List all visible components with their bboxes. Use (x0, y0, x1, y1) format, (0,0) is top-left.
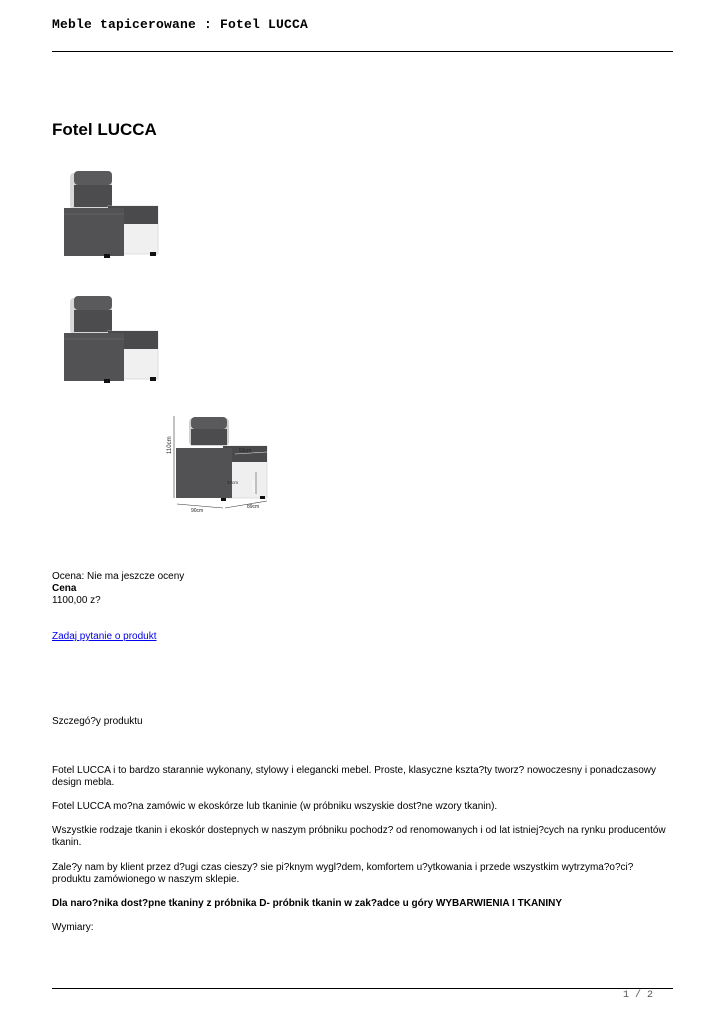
fabric-availability-note: Dla naro?nika dost?pne tkaniny z próbnika D- próbnik tkanin w zak?adce u góry WYBARWIENIA I TKANINY (52, 898, 563, 909)
description-paragraph: Fotel LUCCA i to bardzo starannie wykonany, stylowy i elegancki mebel. Proste, klasyczne kszta?ty tworz? nowoczesny i ponadczasowy design mebla. (52, 765, 656, 788)
document-header-title: Meble tapicerowane : Fotel LUCCA (52, 17, 309, 32)
product-rating: Ocena: Nie ma jeszcze oceny (52, 571, 185, 582)
header-divider (52, 51, 673, 52)
description-paragraph: Zale?y nam by klient przez d?ugi czas cieszy? sie pi?knym wygl?dem, komfortem u?ytkowania i przede wszystkim wytrzyma?o?ci? produktu zamówionego w naszym sklepie. (52, 862, 634, 885)
dimension-seat-height-label: 42cm (251, 480, 256, 492)
price-label: Cena (52, 583, 77, 594)
dimension-depth-label: 90cm (191, 508, 204, 514)
page-number: 1 / 2 (623, 990, 654, 1001)
dimension-width-label: 89cm (247, 504, 260, 510)
dimension-seat-depth-label: 53cm (239, 448, 252, 454)
page-title: Fotel LUCCA (52, 120, 157, 139)
description-paragraph: Wszystkie rodzaje tkanin i ekoskór dostepnych w naszym próbniku pochodz? od renomowanych i od lat istniej?cych na rynku producentów tkanin. (52, 825, 666, 848)
footer-divider (52, 988, 673, 989)
dimensions-label: Wymiary: (52, 922, 94, 933)
ask-question-link[interactable]: Zadaj pytanie o produkt (52, 631, 157, 642)
product-image-1 (58, 166, 162, 260)
dimension-height-label: 110cm (167, 436, 173, 454)
product-dimensions-image (163, 410, 275, 516)
armchair-photo-icon (64, 296, 158, 383)
price-value: 1100,00 z? (52, 595, 101, 606)
armchair-dimensions-icon (167, 416, 267, 514)
dimension-armrest-label: 17cm (227, 480, 239, 485)
product-image-2 (58, 291, 162, 385)
description-paragraph: Fotel LUCCA mo?na zamówic w ekoskórze lub tkaninie (w próbniku wszyskie dost?ne wzory tkanin). (52, 801, 498, 812)
details-heading: Szczegó?y produktu (52, 716, 143, 727)
armchair-photo-icon (64, 171, 158, 258)
